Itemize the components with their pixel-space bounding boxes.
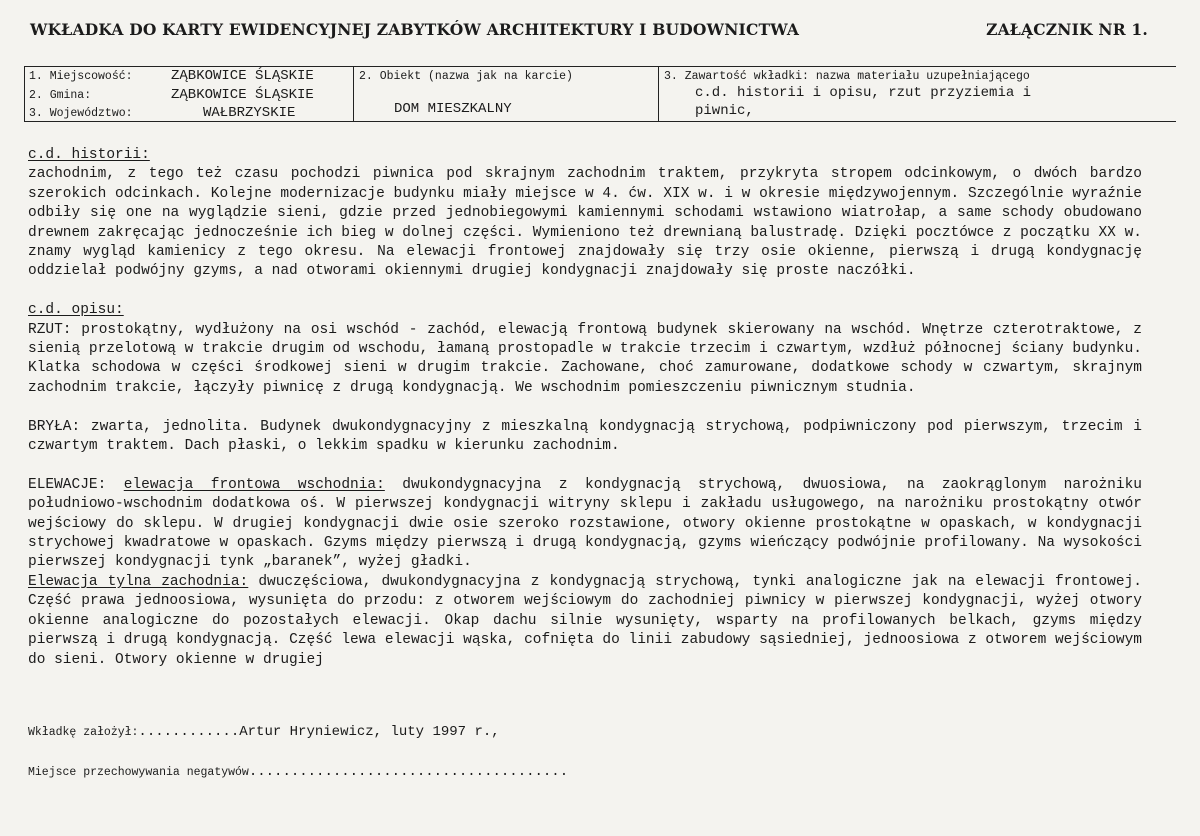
elewacja-frontowa xyxy=(28,476,1142,573)
elewacje-label: ELEWACJE: xyxy=(28,476,107,493)
elewacja-tylna xyxy=(28,573,1142,670)
wojewodztwo-label: 3. Województwo: xyxy=(29,107,133,120)
zawartosc-value-line1: c.d. historii i opisu, rzut przyziemia i xyxy=(695,85,1032,101)
miejscowosc-label: 1. Miejscowość: xyxy=(29,70,133,83)
historia-text: zachodnim, z tego też czasu pochodzi piwnica pod skrajnym zachodnim traktem, przykryta stropem odcinkowym, o dwóch bardzo szerokich odcinkach. Kolejne modernizacje budynku miały miejsce w 4. ćw. XIX w. i w okresie międzywojennym. Szczególnie wyraźnie odbiły się one na wyglądzie sieni, gdzie przed jednobiegowymi kamiennymi schodami wstawiono wiatrołap, a same schody obudowano drewnem zakręcając jednocześnie ich bieg w dolnej części. Wymieniono też drewnianą balustradę. Dzięki pocztówce z początku XX w. znamy wygląd kamienicy z tego okresu. Na elewacji frontowej znajdowały się trzy osie okienne, pierwszą i drugą kondygnację oddzielał podwójny gzyms, a nad otworami okiennymi drugiej kondygnacji znajdowały się proste naczółki. xyxy=(28,166,1142,280)
spacer xyxy=(28,456,1142,475)
negatywy-line xyxy=(28,764,568,780)
historia-heading: c.d. historii: xyxy=(28,147,150,163)
wojewodztwo-value: WAŁBRZYSKIE xyxy=(203,105,296,121)
zawartosc-value-line2: piwnic, xyxy=(695,103,754,119)
attachment-number: ZAŁĄCZNIK NR 1. xyxy=(986,20,1148,39)
opis-heading: c.d. opisu: xyxy=(28,302,124,319)
zalozyl-label: Wkładkę założył: xyxy=(28,726,139,739)
miejscowosc-value: ZĄBKOWICE ŚLĄSKIE xyxy=(171,68,314,84)
rzut-text: RZUT: prostokątny, wydłużony na osi wschód - zachód, elewacją frontową budynek skierowany na wschód. Wnętrze czterotraktowe, z sienią przelotową w trakcie drugim od wschodu, łamaną prostopadle w trakcie trzecim i czwartym, wzdłuż północnej ściany budynku. Klatka schodowa w części środkowej sieni w drugim trakcie. Zachowane, choć zamurowane, dodatkowe schody w czwartym, skrajnym zachodnim trakcie, łączyły piwnicę z drugą kondygnacją. We wschodnim pomieszczeniu piwnicznym studnia. xyxy=(28,321,1142,396)
spacer xyxy=(28,282,1142,301)
tylna-text: dwuczęściowa, dwukondygnacyjna z kondygnacją strychową, tynki analogiczne jak na elewacji frontowej. Część prawa jednoosiowa, wysunięta do przodu: z otworem wejściowym do zachodniej piwnicy w pierwszej kondygnacji, wyżej otwory okienne analogiczne do pozostałych elewacji. Okap dachu silnie wysunięty, wsparty na profilowanych belkach, gzyms między pierwszą i drugą kondygnacją. Część lewa elewacji wąska, cofnięta do linii zabudowy sąsiedniej, jednoosiowa z otworem wejściowym do sieni. Otwory okienne w drugiej xyxy=(28,573,1142,668)
zalozyl-line xyxy=(28,724,500,740)
frontowa-heading: elewacja frontowa wschodnia: xyxy=(123,476,385,493)
object-box xyxy=(354,67,659,121)
zalozyl-value: Artur Hryniewicz, luty 1997 r., xyxy=(239,724,500,740)
zawartosc-label: 3. Zawartość wkładki: nazwa materiału uzupełniającego xyxy=(664,70,1030,83)
spacer xyxy=(28,398,1142,417)
zalozyl-dots: ............ xyxy=(138,724,240,740)
document-header xyxy=(30,20,1148,39)
identification-fields xyxy=(24,66,1176,122)
content-box xyxy=(659,67,1176,121)
gmina-value: ZĄBKOWICE ŚLĄSKIE xyxy=(171,87,314,103)
tylna-heading: Elewacja tylna zachodnia: xyxy=(28,573,249,590)
negatywy-label: Miejsce przechowywania negatywów xyxy=(28,766,249,779)
bryla-text: BRYŁA: zwarta, jednolita. Budynek dwukondygnacyjny z mieszkalną kondygnacją strychową, podpiwniczony pod pierwszym, trzecim i czwartym traktem. Dach płaski, o lekkim spadku w kierunku zachodnim. xyxy=(28,418,1142,455)
obiekt-value: DOM MIESZKALNY xyxy=(394,101,512,117)
frontowa-text: dwukondygnacyjna z kondygnacją strychową, dwuosiowa, na zaokrąglonym narożniku południowo-wschodnim dodatkowa oś. W pierwszej kondygnacji witryny sklepu i zakładu usługowego, na narożniku prostokątny otwór wejściowy do sklepu. W drugiej kondygnacji dwie osie szeroko rozstawione, otwory okienne prostokątne w opaskach, w kondygnacji strychowej kwadratowe w opaskach. Gzyms między pierwszą i drugą kondygnacją, gzyms wieńczący podwójnie profilowany. Na wysokości pierwszej kondygnacji tynk „baranek”, wyżej gładki. xyxy=(28,476,1142,571)
obiekt-label: 2. Obiekt (nazwa jak na karcie) xyxy=(359,70,573,83)
document-title: WKŁADKA DO KARTY EWIDENCYJNEJ ZABYTKÓW ARCHITEKTURY I BUDOWNICTWA xyxy=(30,20,800,39)
negatywy-dots: ...................................... xyxy=(248,764,569,780)
document-body xyxy=(28,146,1142,670)
gmina-label: 2. Gmina: xyxy=(29,89,92,102)
location-box xyxy=(24,67,354,121)
